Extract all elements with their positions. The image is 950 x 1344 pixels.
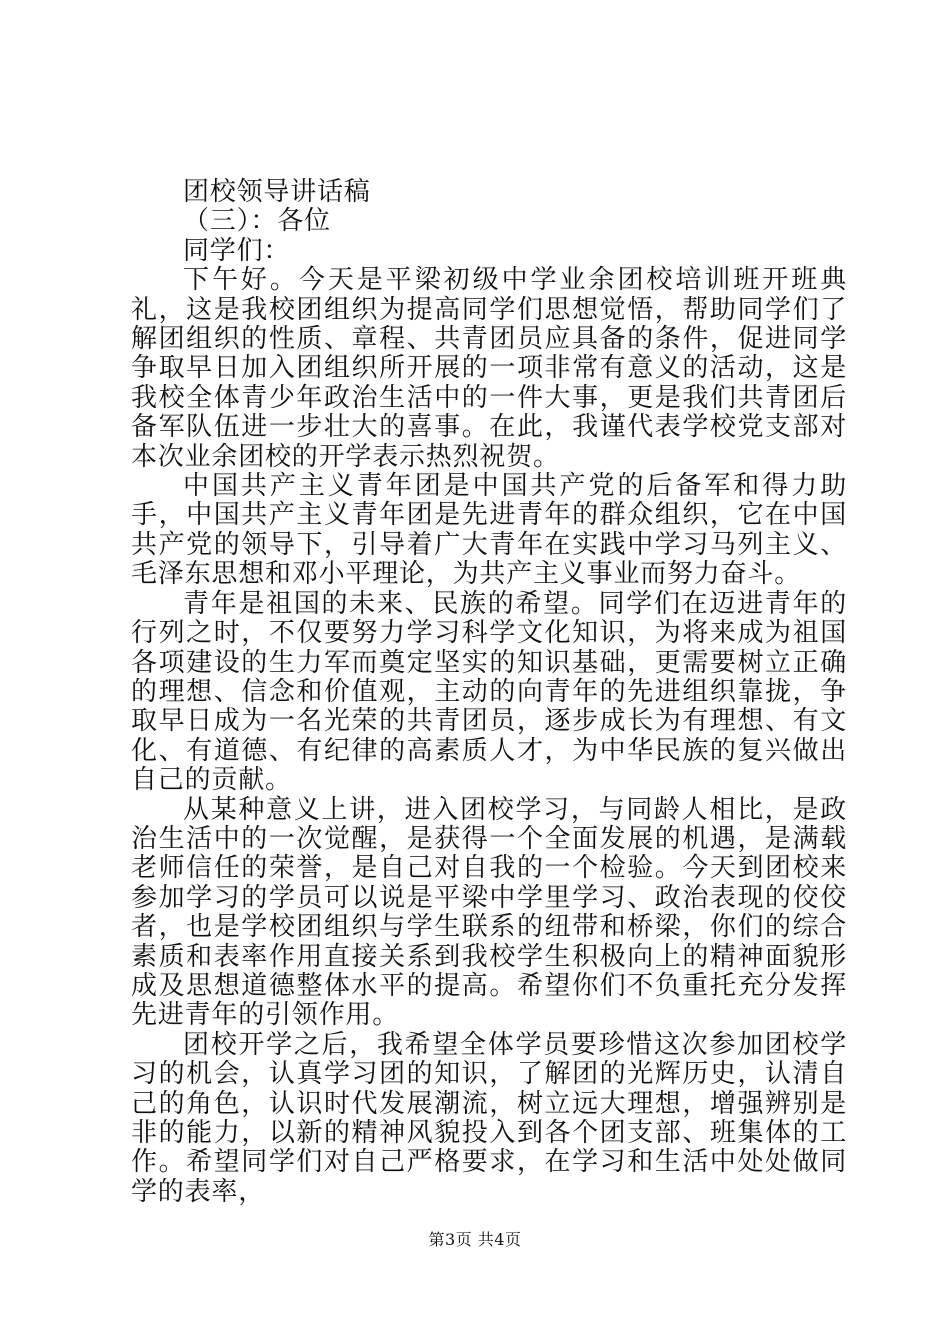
paragraph-section: （三）：各位 bbox=[183, 206, 331, 237]
paragraph-league-intro: 中国共产主义青年团是中国共产党的后备军和得力助手，中国共产主义青年团是先进青年的群众组织，它在中国共产党的领导下，引导着广大青年在实践中学习马列主义、毛泽东思想和邓小平理论，为共产主义事业而努力奋斗。 bbox=[131, 471, 847, 590]
paragraph-expectations: 团校开学之后，我希望全体学员要珍惜这次参加团校学习的机会，认真学习团的知识，了解团的光辉历史，认清自己的角色，认识时代发展潮流，树立远大理想，增强辨别是非的能力，以新的精神风貌投入到各个团支部、班集体的工作。希望同学们对自己严格要求，在学习和生活中处处做同学的表率， bbox=[131, 1029, 847, 1207]
page-number: 第3页 共4页 bbox=[428, 1230, 522, 1249]
paragraph-significance: 从某种意义上讲，进入团校学习，与同龄人相比，是政治生活中的一次觉醒，是获得一个全面发展的机遇，是满载老师信任的荣誉，是自己对自我的一个检验。今天到团校来参加学习的学员可以说是平梁中学里学习、政治表现的佼佼者，也是学校团组织与学生联系的纽带和桥梁，你们的综合素质和表率作用直接关系到我校学生积极向上的精神面貌形成及思想道德整体水平的提高。希望你们不负重托充分发挥先进青年的引领作用。 bbox=[131, 794, 847, 1031]
document-body bbox=[131, 178, 847, 1207]
paragraph-salutation: 同学们： bbox=[183, 235, 291, 266]
paragraph-title: 团校领导讲话稿 bbox=[183, 177, 371, 207]
paragraph-greeting: 下午好。今天是平梁初级中学业余团校培训班开班典礼，这是我校团组织为提高同学们思想觉悟，帮助同学们了解团组织的性质、章程、共青团员应具备的条件，促进同学争取早日加入团组织所开展的一项非常有意义的活动，这是我校全体青少年政治生活中的一件大事，更是我们共青团后备军队伍进一步壮大的喜事。在此，我谨代表学校党支部对本次业余团校的开学表示热烈祝贺。 bbox=[131, 265, 847, 472]
paragraph-youth-hope: 青年是祖国的未来、民族的希望。同学们在迈进青年的行列之时，不仅要努力学习科学文化知识，为将来成为祖国各项建设的生力军而奠定坚实的知识基础，更需要树立正确的理想、信念和价值观，主动的向青年的先进组织靠拢，争取早日成为一名光荣的共青团员，逐步成长为有理想、有文化、有道德、有纪律的高素质人才，为中华民族的复兴做出自己的贡献。 bbox=[131, 588, 847, 796]
